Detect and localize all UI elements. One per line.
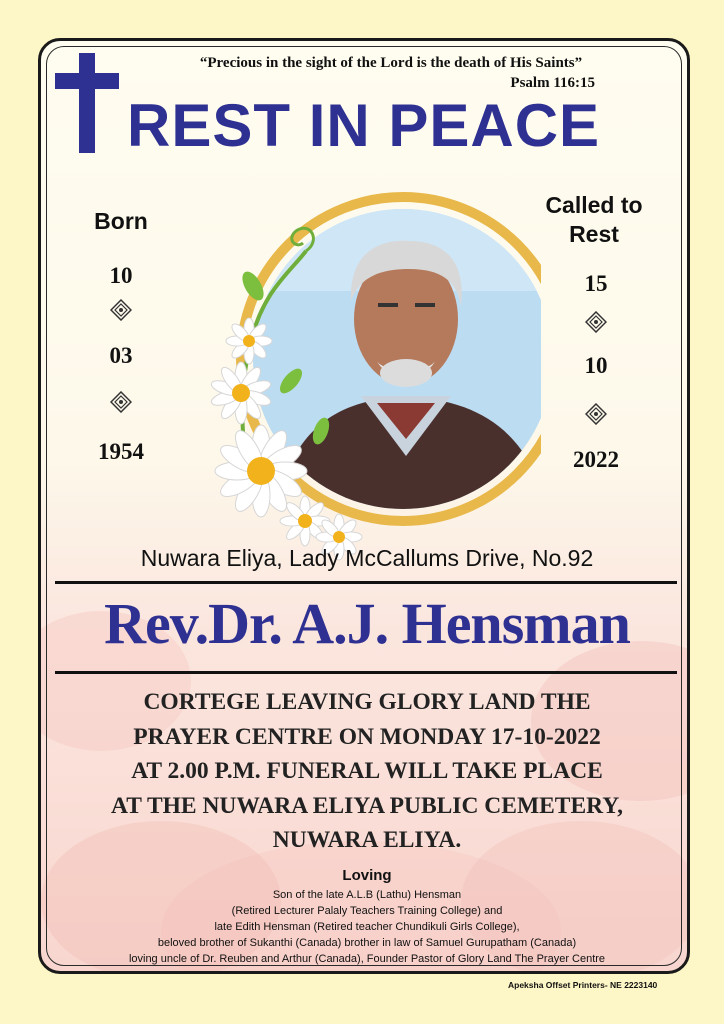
born-year: 1954 (98, 439, 144, 464)
divider (55, 671, 677, 674)
family-line: late Edith Hensman (Retired teacher Chundikuli Girls College), (214, 921, 520, 933)
family-line: beloved brother of Sukanthi (Canada) brother in law of Samuel Gurupatham (Canada) (157, 937, 577, 949)
deceased-name: Rev.Dr. A.J. Hensman (104, 591, 630, 656)
called-month: 10 (584, 353, 608, 378)
cortege-notice (51, 685, 683, 858)
heading: REST IN PEACE (127, 92, 601, 159)
ornament-icon (110, 391, 132, 413)
cortege-line: PRAYER CENTRE ON MONDAY 17-10-2022 (133, 723, 601, 750)
divider (55, 581, 677, 584)
called-label-line1: Called to (545, 192, 643, 218)
cortege-line: AT 2.00 P.M. FUNERAL WILL TAKE PLACE (131, 758, 603, 784)
loving-title: Loving (342, 867, 392, 884)
called-day: 15 (584, 271, 608, 296)
born-label: Born (94, 208, 148, 234)
scripture-quote: “Precious in the sight of the Lord is the death of His Saints” (199, 55, 583, 71)
called-label-line2: Rest (569, 221, 619, 247)
cortege-line: CORTEGE LEAVING GLORY LAND THE (143, 689, 591, 715)
ornament-icon (585, 403, 607, 425)
printer-credit: Apeksha Offset Printers- NE 2223140 (508, 980, 658, 990)
ornament-icon (585, 311, 607, 333)
ornament-icon (110, 299, 132, 321)
address: Nuwara Eliya, Lady McCallums Drive, No.92 (140, 545, 594, 571)
scripture-reference: Psalm 116:15 (510, 75, 595, 91)
cross-icon (55, 53, 119, 153)
called-to-rest-label (519, 191, 669, 249)
portrait-frame (181, 181, 541, 561)
obituary-card (38, 38, 690, 974)
family-line: (Retired Lecturer Palaly Teachers Training College) and (231, 905, 503, 917)
born-month: 03 (109, 343, 133, 368)
cortege-line: NUWARA ELIYA. (272, 827, 462, 853)
born-day: 10 (109, 263, 133, 288)
family-line: Son of the late A.L.B (Lathu) Hensman (272, 889, 462, 901)
cortege-line: AT THE NUWARA ELIYA PUBLIC CEMETERY, (111, 792, 623, 819)
called-year: 2022 (573, 447, 619, 472)
family-line: loving uncle of Dr. Reuben and Arthur (Canada), Founder Pastor of Glory Land The Prayer Centre (128, 953, 606, 965)
